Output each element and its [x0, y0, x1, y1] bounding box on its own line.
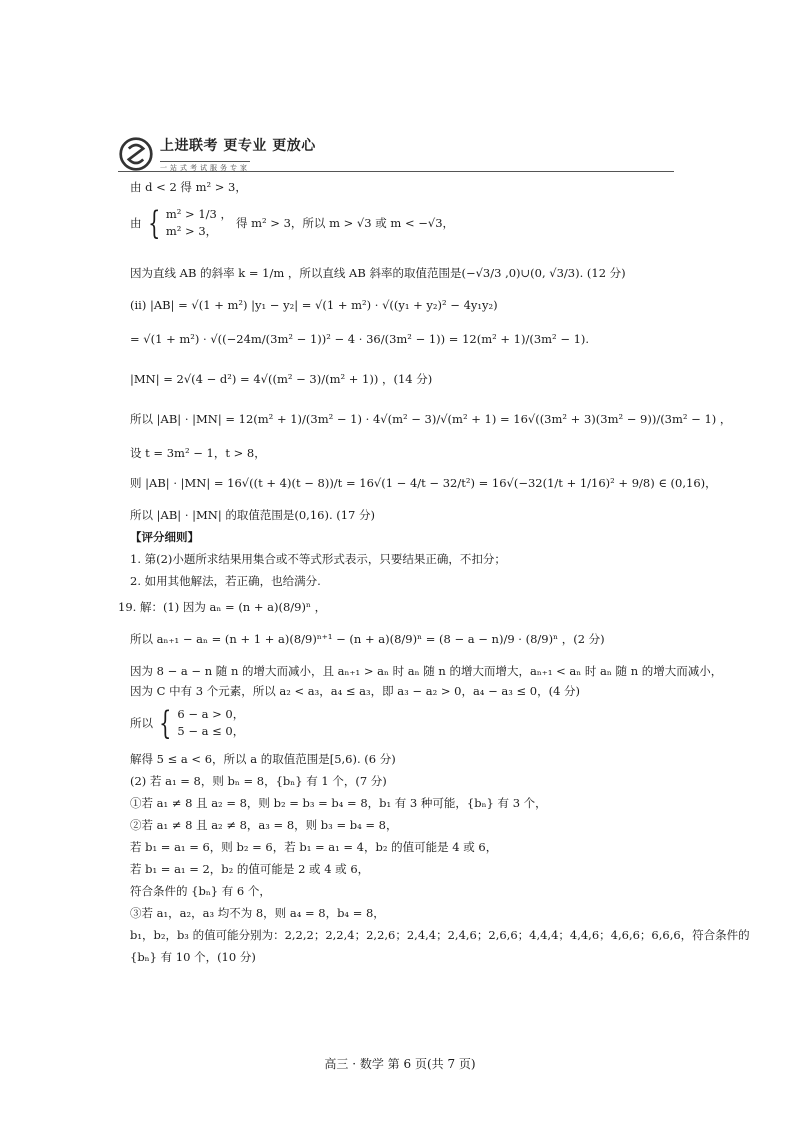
grading-rule-2: 2. 如用其他解法，若正确，也给满分.	[130, 574, 321, 588]
line-17: 因为 C 中有 3 个元素，所以 a₂ < a₃，a₄ ≤ a₃，即 a₃ − a₂ > 0，a₄ − a₃ ≤ 0，(4 分)	[130, 684, 581, 698]
line-25: 符合条件的 {bₙ} 有 6 个，	[130, 884, 271, 898]
line-18-lead: 所以	[130, 716, 153, 730]
problem-19-start: 19. 解：(1) 因为 aₙ = (n + a)(8/9)ⁿ ，	[118, 600, 327, 614]
line-24: 若 b₁ = a₁ = 2，b₂ 的值可能是 2 或 4 或 6，	[130, 862, 370, 876]
line-3: 因为直线 AB 的斜率 k = 1/m ，所以直线 AB 斜率的取值范围是(−√3/3 ,0)∪(0, √3/3). (12 分)	[130, 266, 626, 280]
grading-heading: 【评分细则】	[130, 530, 199, 544]
line-23: 若 b₁ = a₁ = 6，则 b₂ = 6，若 b₁ = a₁ = 4，b₂ 的值可能是 4 或 6，	[130, 840, 498, 854]
brand-text	[160, 135, 316, 174]
system-rows	[166, 206, 232, 240]
brand-tagline: 一站式考试服务专家	[160, 161, 250, 173]
line-21: ①若 a₁ ≠ 8 且 a₂ = 8，则 b₂ = b₃ = b₄ = 8，b₁ 有 3 种可能，{bₙ} 有 3 个，	[130, 796, 547, 810]
line-18-system	[130, 706, 244, 740]
line-19: 解得 5 ≤ a < 6，所以 a 的取值范围是[5,6). (6 分)	[130, 752, 396, 766]
line-2-lead: 由	[130, 216, 142, 230]
line-15: 所以 aₙ₊₁ − aₙ = (n + 1 + a)(8/9)ⁿ⁺¹ − (n + a)(8/9)ⁿ = (8 − a − n)/9 · (8/9)ⁿ ，(2 分)	[130, 632, 605, 646]
system-row-top: m² > 1/3 ，	[165, 207, 232, 221]
grading-rule-1: 1. 第(2)小题所求结果用集合或不等式形式表示，只要结果正确，不扣分；	[130, 552, 506, 566]
line-10: 所以 |AB| · |MN| 的取值范围是(0,16). (17 分)	[130, 508, 376, 522]
line-2-tail: 得 m² > 3，所以 m > √3 或 m < −√3，	[235, 216, 455, 230]
line-27: b₁，b₂，b₃ 的值可能分别为：2,2,2；2,2,4；2,2,6；2,4,4；2,4,6；2,6,6；4,4,4；4,4,6；4,6,6；6,6,6，符合条件的	[130, 928, 750, 942]
line-5: = √(1 + m²) · √((−24m/(3m² − 1))² − 4 · 36/(3m² − 1)) = 12(m² + 1)/(3m² − 1).	[130, 332, 590, 346]
line-2-system	[130, 206, 454, 240]
brand-logo-icon	[118, 136, 154, 172]
line-16: 因为 8 − a − n 随 n 的增大而减小，且 aₙ₊₁ > aₙ 时 aₙ 随 n 的增大而增大，aₙ₊₁ < aₙ 时 aₙ 随 n 的增大而减小，	[130, 664, 723, 678]
system-rows	[177, 706, 244, 740]
system-row-bottom: 5 − a ≤ 0，	[177, 724, 245, 738]
page-header	[118, 134, 674, 174]
line-9: 则 |AB| · |MN| = 16√((t + 4)(t − 8))/t = 16√(1 − 4/t − 32/t²) = 16√(−32(1/t + 1/16)² + 9/8) ∈ (0,16)，	[130, 476, 717, 490]
header-rule	[118, 171, 674, 172]
brace-glyph: {	[147, 204, 160, 242]
line-8: 设 t = 3m² − 1，t > 8，	[130, 446, 266, 460]
system-row-top: 6 − a > 0，	[177, 707, 245, 721]
line-22: ②若 a₁ ≠ 8 且 a₂ ≠ 8，a₃ = 8，则 b₃ = b₄ = 8，	[130, 818, 398, 832]
line-4: (ii) |AB| = √(1 + m²) |y₁ − y₂| = √(1 + m²) · √((y₁ + y₂)² − 4y₁y₂)	[130, 298, 498, 312]
line-1: 由 d < 2 得 m² > 3，	[130, 180, 247, 194]
line-28: {bₙ} 有 10 个，(10 分)	[130, 950, 256, 964]
line-20: (2) 若 a₁ = 8，则 bₙ = 8，{bₙ} 有 1 个，(7 分)	[130, 774, 387, 788]
brace-glyph: {	[159, 704, 172, 742]
page-footer: 高三 · 数学 第 6 页(共 7 页)	[324, 1057, 476, 1071]
line-26: ③若 a₁，a₂，a₃ 均不为 8，则 a₄ = 8，b₄ = 8，	[130, 906, 385, 920]
line-6: |MN| = 2√(4 − d²) = 4√((m² − 3)/(m² + 1)) ，(14 分)	[130, 372, 433, 386]
line-7: 所以 |AB| · |MN| = 12(m² + 1)/(3m² − 1) · 4√(m² − 3)/√(m² + 1) = 16√((3m² + 3)(3m² − 9))/(3m² − 1) ，	[130, 412, 732, 426]
system-row-bottom: m² > 3，	[165, 224, 218, 238]
brand-slogan: 上进联考 更专业 更放心	[160, 137, 316, 154]
